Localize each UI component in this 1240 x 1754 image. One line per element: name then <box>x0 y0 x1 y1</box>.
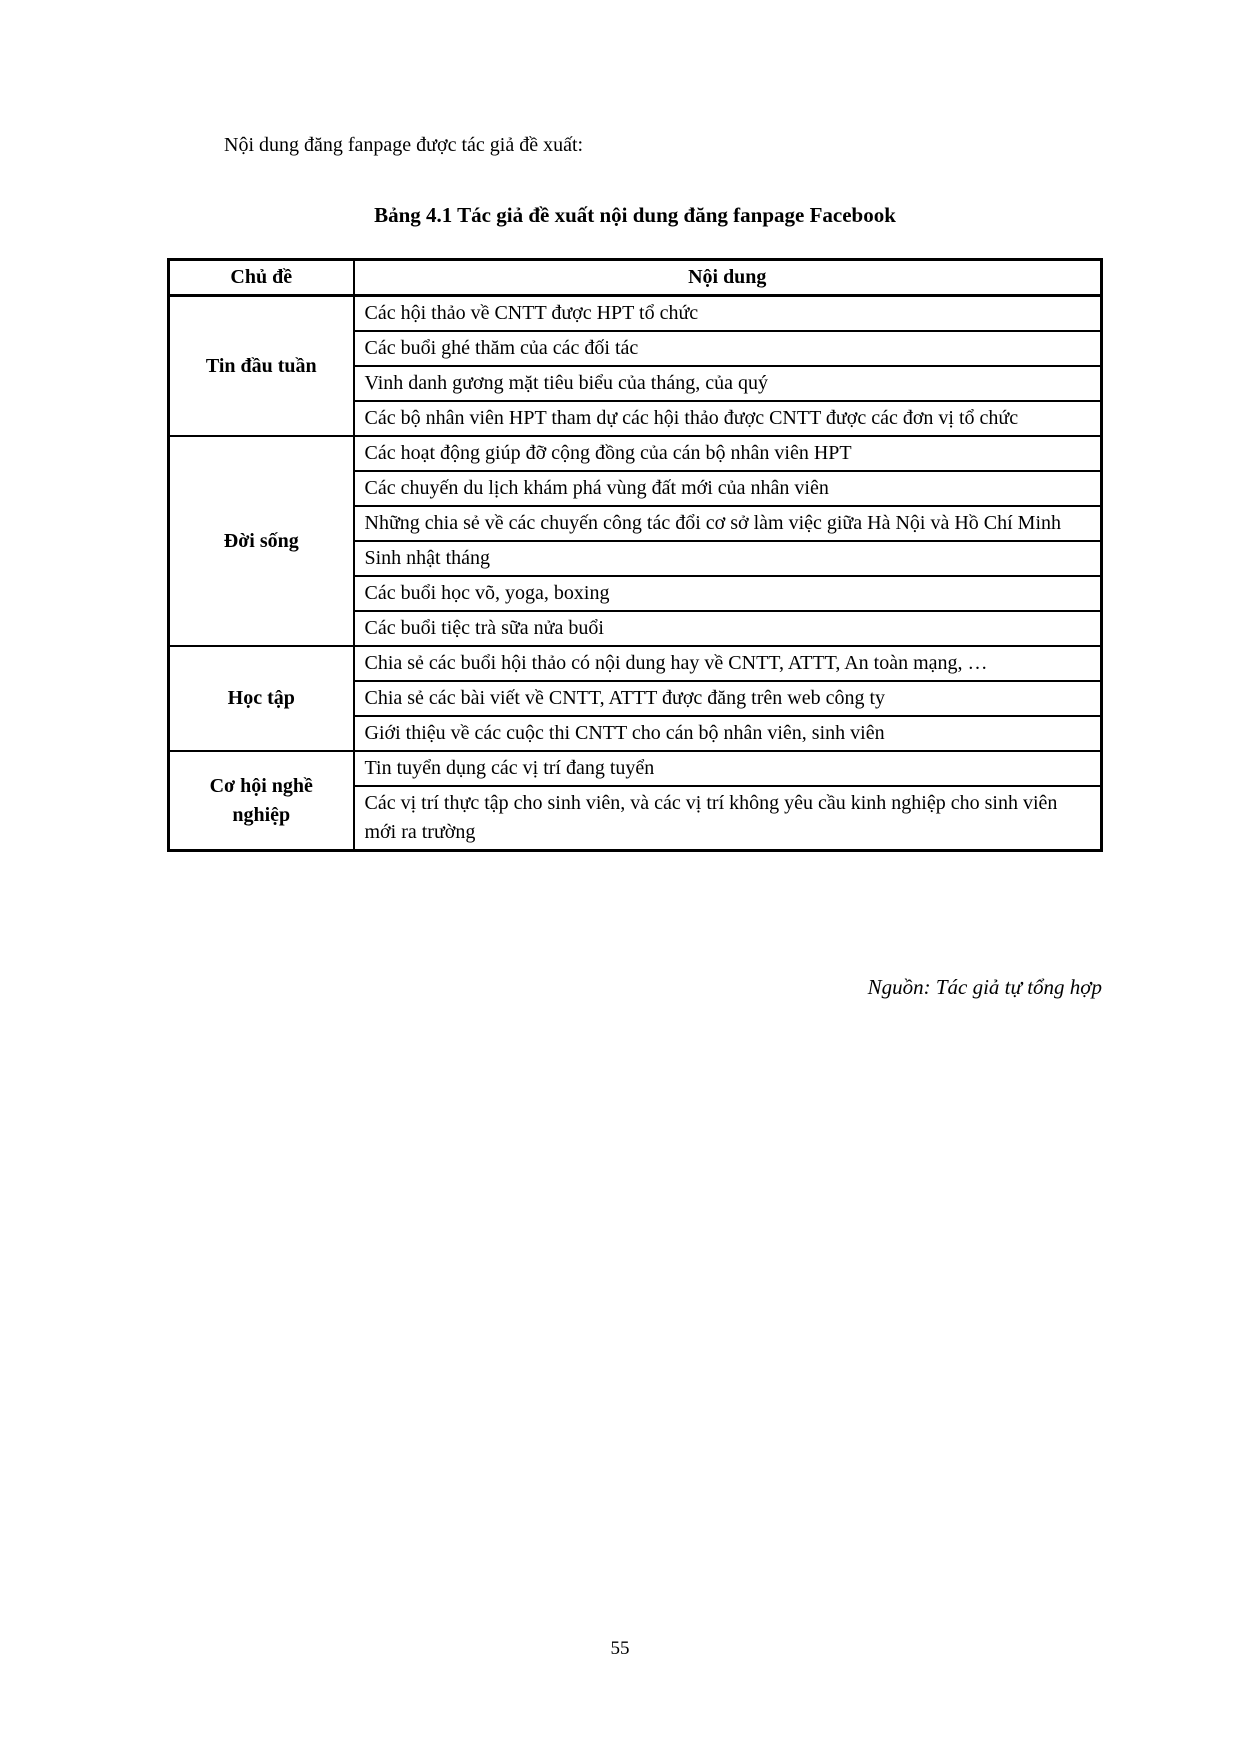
content-cell: Chia sẻ các buổi hội thảo có nội dung hay về CNTT, ATTT, An toàn mạng, … <box>354 646 1102 681</box>
content-table <box>167 258 1103 852</box>
page-number: 55 <box>610 1638 630 1659</box>
content-cell: Vinh danh gương mặt tiêu biểu của tháng, của quý <box>354 366 1102 401</box>
table-row <box>169 751 1102 786</box>
table-row <box>169 436 1102 471</box>
table-header-row <box>169 260 1102 296</box>
content-cell: Các buổi học võ, yoga, boxing <box>354 576 1102 611</box>
table-row <box>169 646 1102 681</box>
content-cell: Các hoạt động giúp đỡ cộng đồng của cán bộ nhân viên HPT <box>354 436 1102 471</box>
content-cell: Các hội thảo về CNTT được HPT tổ chức <box>354 296 1102 332</box>
table-caption: Bảng 4.1 Tác giả đề xuất nội dung đăng fanpage Facebook <box>374 203 896 227</box>
content-cell: Sinh nhật tháng <box>354 541 1102 576</box>
content-cell: Tin tuyển dụng các vị trí đang tuyển <box>354 751 1102 786</box>
content-cell: Các bộ nhân viên HPT tham dự các hội thảo được CNTT được các đơn vị tổ chức <box>354 401 1102 436</box>
content-cell: Các chuyến du lịch khám phá vùng đất mới của nhân viên <box>354 471 1102 506</box>
content-cell: Những chia sẻ về các chuyến công tác đổi cơ sở làm việc giữa Hà Nội và Hồ Chí Minh <box>354 506 1102 541</box>
content-cell: Các buổi tiệc trà sữa nửa buổi <box>354 611 1102 646</box>
topic-cell: Cơ hội nghề nghiệp <box>169 751 354 851</box>
source-note: Nguồn: Tác giả tự tổng hợp <box>867 975 1102 999</box>
content-cell: Giới thiệu về các cuộc thi CNTT cho cán bộ nhân viên, sinh viên <box>354 716 1102 751</box>
topic-cell: Đời sống <box>169 436 354 646</box>
intro-paragraph: Nội dung đăng fanpage được tác giả đề xuất: <box>224 134 584 156</box>
table-row <box>169 296 1102 332</box>
column-header-content: Nội dung <box>354 260 1102 296</box>
content-cell: Các vị trí thực tập cho sinh viên, và các vị trí không yêu cầu kinh nghiệp cho sinh viên mới ra trường <box>354 786 1102 851</box>
content-cell: Các buổi ghé thăm của các đối tác <box>354 331 1102 366</box>
column-header-topic: Chủ đề <box>169 260 354 296</box>
topic-cell: Tin đầu tuần <box>169 296 354 437</box>
topic-cell: Học tập <box>169 646 354 751</box>
content-cell: Chia sẻ các bài viết về CNTT, ATTT được đăng trên web công ty <box>354 681 1102 716</box>
